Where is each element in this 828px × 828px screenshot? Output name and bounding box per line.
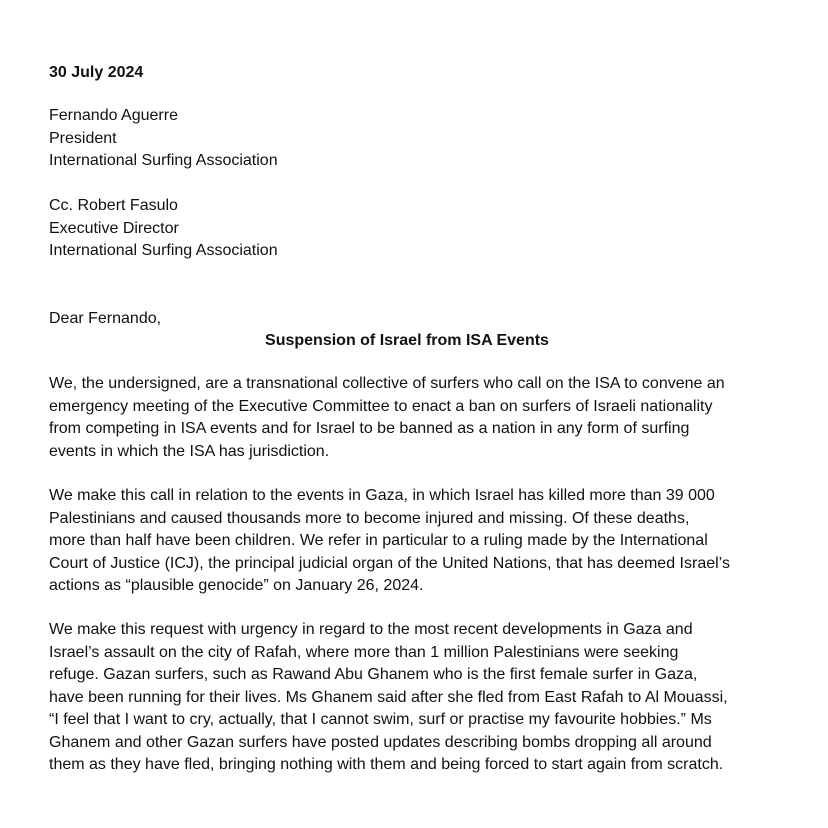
paragraph-line: “I feel that I want to cry, actually, that I cannot swim, surf or practise my favourite hobbies.” Ms (49, 711, 712, 728)
recipient-organization: International Surfing Association (49, 152, 278, 169)
paragraph-line: Palestinians and caused thousands more to become injured and missing. Of these deaths, (49, 509, 690, 527)
paragraph-line: We make this request with urgency in regard to the most recent developments in Gaza and (49, 621, 693, 638)
recipient-title: President (49, 129, 117, 147)
subject-heading: Suspension of Israel from ISA Events (265, 332, 549, 349)
recipient-address-block (49, 105, 278, 173)
paragraph-1 (49, 373, 779, 463)
paragraph-line: them as they have fled, bringing nothing with them and being forced to start again from scratch. (49, 756, 724, 773)
paragraph-line: We, the undersigned, are a transnational collective of surfers who call on the ISA to convene an (49, 375, 725, 392)
paragraph-line: We make this call in relation to the events in Gaza, in which Israel has killed more than 39 000 (49, 487, 715, 504)
paragraph-3 (49, 619, 779, 777)
recipient-name: Fernando Aguerre (49, 107, 178, 124)
cc-name: Cc. Robert Fasulo (49, 197, 178, 214)
paragraph-line: actions as “plausible genocide” on January 26, 2024. (49, 577, 424, 594)
paragraph-line: emergency meeting of the Executive Committee to enact a ban on surfers of Israeli nationality (49, 397, 713, 415)
paragraph-line: Ghanem and other Gazan surfers have posted updates describing bombs dropping all around (49, 733, 712, 751)
letter-date: 30 July 2024 (49, 64, 144, 81)
cc-organization: International Surfing Association (49, 242, 278, 259)
paragraph-line: Court of Justice (ICJ), the principal judicial organ of the United Nations, that has deemed Israel’s (49, 554, 730, 572)
cc-title: Executive Director (49, 219, 179, 237)
paragraph-line: more than half have been children. We refer in particular to a ruling made by the International (49, 532, 708, 549)
paragraph-2 (49, 485, 779, 598)
paragraph-line: refuge. Gazan surfers, such as Rawand Abu Ghanem who is the first female surfer in Gaza, (49, 666, 698, 683)
salutation: Dear Fernando, (49, 310, 162, 327)
paragraph-line: have been running for their lives. Ms Ghanem said after she fled from East Rafah to Al Mouassi, (49, 688, 728, 706)
paragraph-line: from competing in ISA events and for Israel to be banned as a nation in any form of surfing (49, 420, 690, 437)
paragraph-line: Israel’s assault on the city of Rafah, where more than 1 million Palestinians were seeking (49, 643, 679, 661)
paragraph-line: events in which the ISA has jurisdiction. (49, 442, 330, 460)
cc-address-block (49, 195, 278, 263)
